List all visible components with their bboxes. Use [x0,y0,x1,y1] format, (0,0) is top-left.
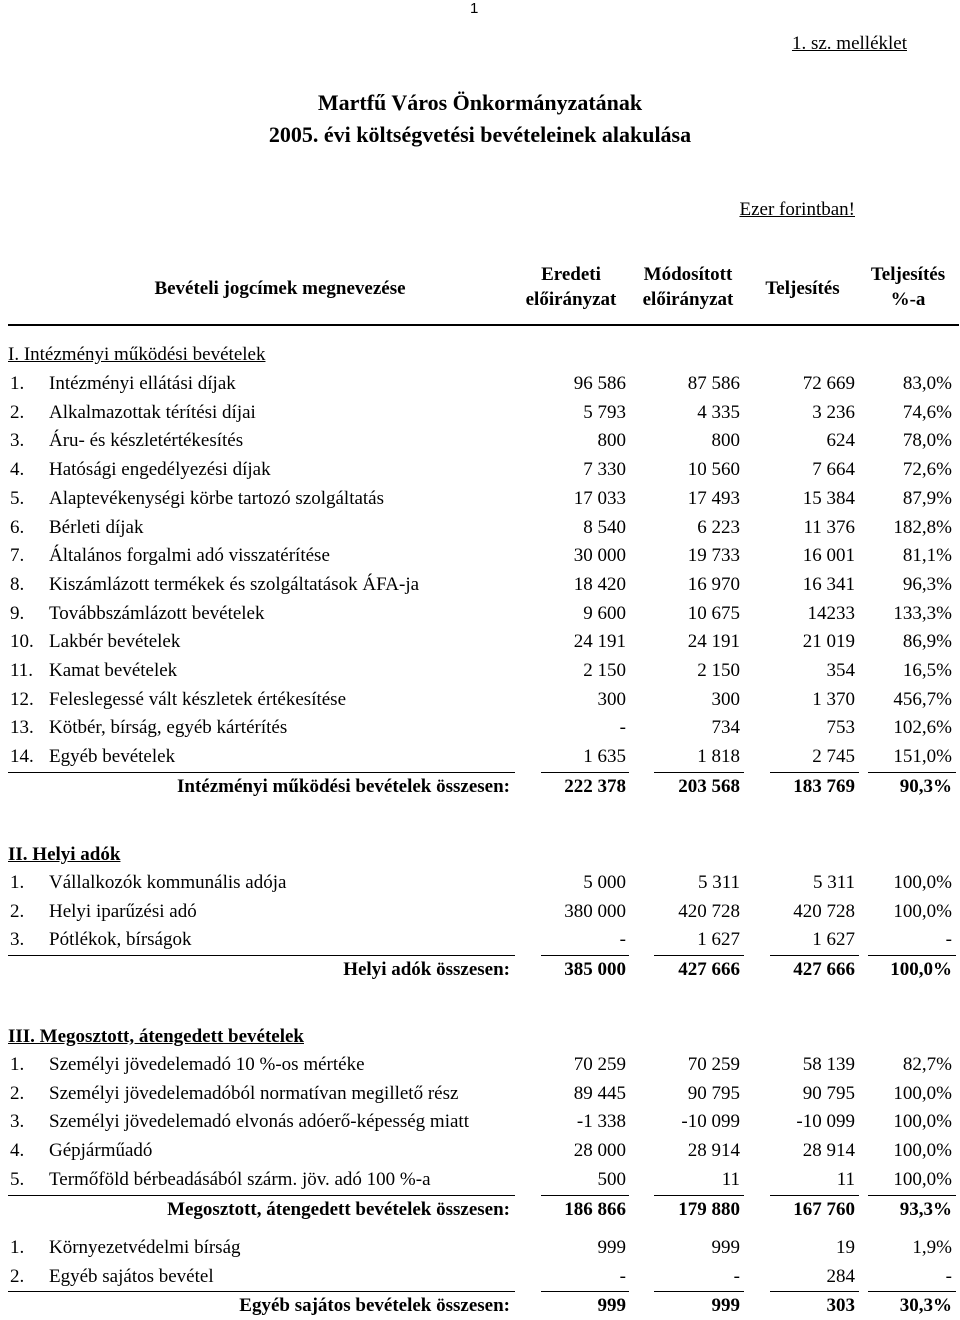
actual-value: 11 [836,1168,855,1190]
modified-value: 734 [711,717,740,739]
table-row [0,1051,960,1079]
modified-value: 4 335 [697,401,740,423]
table-row [0,514,960,542]
row-number: 12. [10,688,34,710]
actual-value: 11 376 [803,516,855,538]
original-value: 500 [597,1168,626,1190]
pct-value: 1,9% [912,1237,952,1258]
row-label: Kiszámlázott termékek és szolgáltatások ÁFA-ja [49,573,420,595]
row-number: 2. [10,900,25,922]
table-row [0,628,960,656]
row-number: 5. [10,1168,25,1190]
total-actual: 303 [826,1295,855,1316]
row-label: Vállalkozók kommunális adója [49,872,287,893]
modified-value: 6 223 [697,516,740,538]
header-modified [628,262,748,312]
pct-value: 74,6% [902,401,952,423]
header-pct-line1: Teljesítés [870,264,946,285]
original-value: 5 000 [583,872,626,893]
actual-value: 16 341 [802,573,855,595]
pct-value: 100,0% [893,1082,952,1104]
original-value: 17 033 [573,487,626,509]
total-actual: 427 666 [793,959,855,980]
original-value: 8 540 [583,516,626,538]
total-row [0,956,960,984]
original-value: 7 330 [583,459,626,481]
pct-value: 100,0% [893,900,952,922]
row-number: 3. [10,929,25,951]
header-actual: Teljesítés [765,278,840,299]
row-label: Áru- és készletértékesítés [49,430,244,452]
actual-value: 1 370 [812,688,855,710]
modified-value: 800 [711,430,740,452]
pct-value: 87,9% [902,487,952,509]
pct-value: 96,3% [902,573,952,595]
row-number: 10. [10,631,34,653]
actual-value: 28 914 [802,1140,855,1162]
row-label: Feleslegessé vált készletek értékesítése [49,688,347,710]
total-modified: 427 666 [678,959,740,980]
row-number: 3. [10,430,25,452]
total-original: 186 866 [564,1199,626,1220]
row-label: Személyi jövedelemadó elvonás adóerő-képesség miatt [49,1111,469,1133]
table-row [0,1166,960,1194]
original-value: 89 445 [573,1082,626,1104]
table-row [0,1263,960,1291]
total-row [0,773,960,801]
table-row [0,1234,960,1262]
modified-value: 420 728 [678,900,740,922]
row-number: 2. [10,1265,25,1287]
row-number: 11. [10,660,34,681]
modified-value: 300 [711,688,740,710]
pct-value: 83,0% [902,373,952,394]
total-label: Megosztott, átengedett bevételek összesen: [167,1199,510,1220]
row-label: Kötbér, bírság, egyéb kártérítés [49,717,288,739]
modified-value: 10 560 [687,459,740,481]
actual-value: 5 311 [812,872,855,893]
section-title: III. Megosztott, átengedett bevételek [8,1026,304,1047]
pct-value: 100,0% [893,872,952,893]
header-original [512,262,630,312]
total-modified: 999 [711,1295,740,1316]
table-row [0,427,960,455]
total-modified: 179 880 [678,1199,740,1220]
modified-value: 11 [721,1168,740,1190]
modified-value: -10 099 [681,1111,740,1133]
pct-value: 102,6% [893,717,952,739]
row-number: 4. [10,459,25,481]
row-label: Személyi jövedelemadóból normatívan megillető rész [49,1082,459,1104]
table-row [0,1108,960,1136]
actual-value: 2 745 [812,746,855,768]
header-modified-line1: Módosított [643,264,733,285]
row-number: 6. [10,516,25,538]
original-value: 300 [597,688,626,710]
row-label: Alaptevékenységi körbe tartozó szolgáltatás [49,487,385,509]
modified-value: 999 [711,1237,740,1258]
row-label: Lakbér bevételek [49,631,181,653]
modified-value: 24 191 [687,631,740,653]
original-value: - [619,717,626,739]
table-row [0,869,960,897]
modified-value: 16 970 [687,573,740,595]
total-original: 385 000 [564,959,626,980]
table-row [0,341,960,369]
total-label: Egyéb sajátos bevételek összesen: [239,1295,510,1316]
header-pct [858,262,958,312]
original-value: - [619,1265,626,1287]
original-value: 96 586 [573,373,626,394]
table-row [0,571,960,599]
original-value: - [619,929,626,951]
title-line-2: 2005. évi költségvetési bevételeinek alakulása [268,122,692,147]
pct-value: - [945,1265,952,1287]
row-label: Alkalmazottak térítési díjai [49,401,256,423]
table-row [0,841,960,869]
row-number: 1. [10,1054,25,1075]
header-original-line2: előirányzat [525,289,617,310]
row-number: 1. [10,872,25,893]
row-label: Kamat bevételek [49,660,178,681]
pct-value: 82,7% [902,1054,952,1075]
row-label: Továbbszámlázott bevételek [49,602,265,624]
row-label: Környezetvédelmi bírság [49,1237,241,1258]
modified-value: 1 818 [697,746,740,768]
table-row [0,1137,960,1165]
original-value: -1 338 [576,1111,626,1133]
actual-value: 19 [836,1237,855,1258]
original-value: 30 000 [573,545,626,567]
total-label: Helyi adók összesen: [343,959,510,980]
table-row [0,1023,960,1051]
header-original-line1: Eredeti [541,264,601,285]
original-value: 18 420 [573,573,626,595]
modified-value: 1 627 [697,929,740,951]
table-row [0,657,960,685]
pct-value: 133,3% [893,602,952,624]
row-number: 4. [10,1140,25,1162]
row-number: 1. [10,373,25,394]
actual-value: 284 [826,1265,855,1287]
total-modified: 203 568 [678,776,740,797]
original-value: 9 600 [583,602,626,624]
modified-value: 5 311 [697,872,740,893]
total-actual: 183 769 [793,776,855,797]
header-divider [8,324,959,326]
original-value: 999 [597,1237,626,1258]
pct-value: 72,6% [902,459,952,481]
currency-note: Ezer forintban! [739,199,855,220]
row-label: Intézményi ellátási díjak [49,373,236,394]
total-pct: 30,3% [899,1295,952,1316]
actual-value: 3 236 [812,401,855,423]
row-number: 7. [10,545,25,567]
pct-value: 81,1% [902,545,952,567]
modified-value: 28 914 [687,1140,740,1162]
pct-value: 100,0% [893,1111,952,1133]
row-number: 5. [10,487,25,509]
original-value: 1 635 [583,746,626,768]
header-pct-line2: %-a [890,289,926,310]
row-label: Általános forgalmi adó visszatérítése [49,545,330,567]
row-number: 14. [10,746,34,768]
total-row [0,1292,960,1320]
title-line-1: Martfű Város Önkormányzatának [317,90,643,115]
actual-value: -10 099 [796,1111,855,1133]
modified-value: 19 733 [687,545,740,567]
table-row [0,1080,960,1108]
modified-value: - [733,1265,740,1287]
actual-value: 354 [826,660,855,681]
total-original: 222 378 [564,776,626,797]
table-row [0,898,960,926]
row-number: 2. [10,1082,25,1104]
original-value: 70 259 [573,1054,626,1075]
actual-value: 58 139 [802,1054,855,1075]
modified-value: 17 493 [687,487,740,509]
table-row [0,926,960,954]
pct-value: 100,0% [893,1140,952,1162]
actual-value: 15 384 [802,487,855,509]
total-original: 999 [597,1295,626,1316]
section-title: I. Intézményi működési bevételek [8,344,266,365]
row-label: Hatósági engedélyezési díjak [49,459,271,481]
row-number: 9. [10,602,25,624]
row-label: Gépjárműadó [49,1140,153,1162]
row-number: 2. [10,401,25,423]
table-row [0,714,960,742]
pct-value: 151,0% [893,746,952,768]
row-number: 3. [10,1111,25,1133]
table-row [0,399,960,427]
modified-value: 10 675 [687,602,740,624]
row-number: 8. [10,573,25,595]
table-row [0,686,960,714]
original-value: 5 793 [583,401,626,423]
total-row [0,1196,960,1224]
actual-value: 1 627 [812,929,855,951]
actual-value: 420 728 [793,900,855,922]
table-row [0,456,960,484]
modified-value: 87 586 [687,373,740,394]
pct-value: 86,9% [902,631,952,653]
row-label: Személyi jövedelemadó 10 %-os mértéke [49,1054,365,1075]
total-pct: 93,3% [899,1199,952,1220]
row-label: Egyéb bevételek [49,746,176,768]
table-row [0,485,960,513]
total-pct: 100,0% [890,959,952,980]
pct-value: - [945,929,952,951]
row-label: Termőföld bérbeadásából szárm. jöv. adó 100 %-a [49,1168,431,1190]
original-value: 28 000 [573,1140,626,1162]
total-label: Intézményi működési bevételek összesen: [177,776,510,797]
pct-value: 182,8% [893,516,952,538]
actual-value: 14233 [807,602,855,624]
row-label: Helyi iparűzési adó [49,900,197,922]
page-number: 1 [470,0,479,17]
table-row [0,542,960,570]
actual-value: 624 [826,430,855,452]
row-label: Pótlékok, bírságok [49,929,192,951]
row-number: 1. [10,1237,25,1258]
modified-value: 90 795 [687,1082,740,1104]
modified-value: 70 259 [687,1054,740,1075]
original-value: 800 [597,430,626,452]
total-actual: 167 760 [793,1199,855,1220]
annex-label: 1. sz. melléklet [791,33,907,54]
pct-value: 16,5% [902,660,952,681]
header-name: Bevételi jogcímek megnevezése [154,278,406,299]
modified-value: 2 150 [697,660,740,681]
actual-value: 90 795 [802,1082,855,1104]
original-value: 380 000 [564,900,626,922]
actual-value: 753 [826,717,855,739]
row-number: 13. [10,717,34,739]
table-row [0,600,960,628]
pct-value: 100,0% [893,1168,952,1190]
section-title: II. Helyi adók [8,844,121,865]
table-row [0,743,960,771]
header-modified-line2: előirányzat [642,289,734,310]
row-label: Bérleti díjak [49,516,144,538]
actual-value: 16 001 [802,545,855,567]
original-value: 24 191 [573,631,626,653]
actual-value: 7 664 [812,459,855,481]
pct-value: 78,0% [902,430,952,452]
pct-value: 456,7% [893,688,952,710]
actual-value: 21 019 [802,631,855,653]
actual-value: 72 669 [802,373,855,394]
row-label: Egyéb sajátos bevétel [49,1265,214,1287]
table-row [0,370,960,398]
original-value: 2 150 [583,660,626,681]
total-pct: 90,3% [899,776,952,797]
